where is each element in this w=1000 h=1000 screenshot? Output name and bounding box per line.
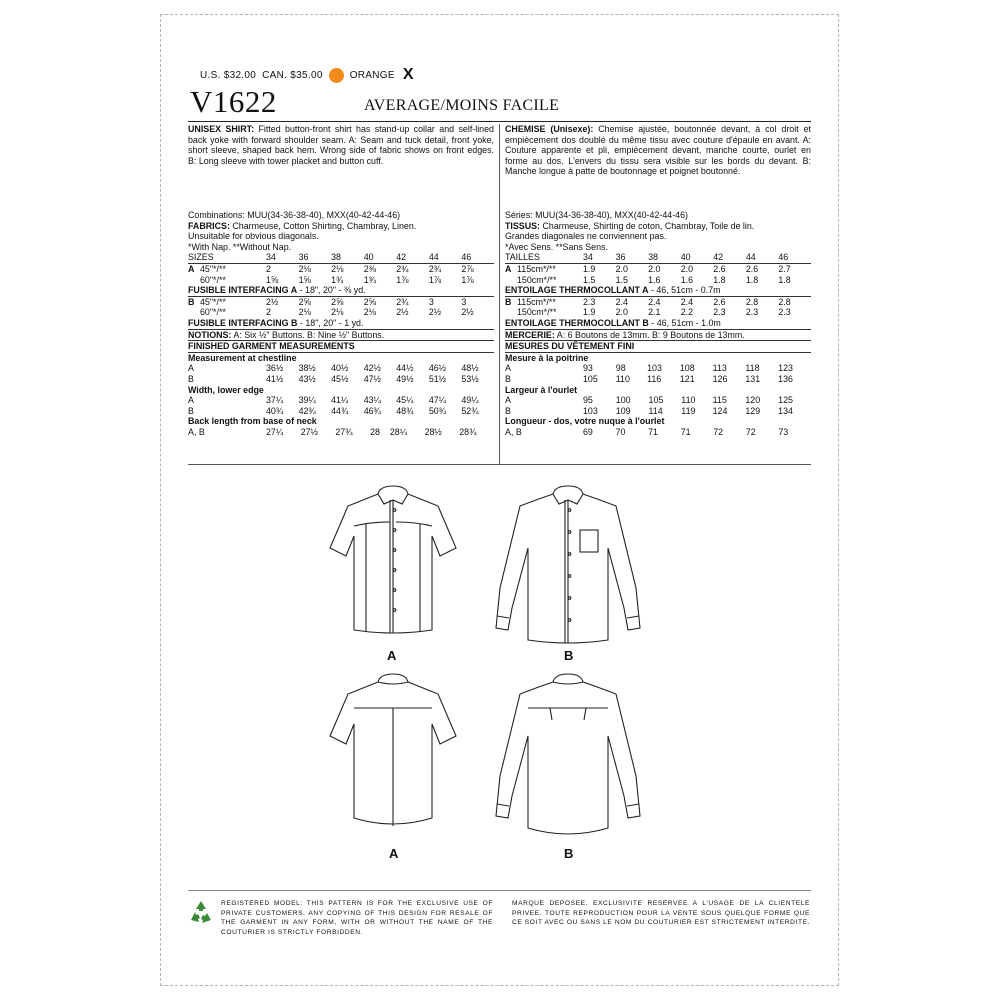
price-line <box>200 66 414 84</box>
notions-value: A: Six ½" Buttons. B: Nine ½" Buttons. <box>231 329 385 340</box>
measurement-cell: 120 <box>745 395 761 406</box>
measurement-row-label: A, B <box>188 426 205 437</box>
yardage-cell: 2.6 <box>713 263 726 274</box>
recycle-icon <box>186 898 216 928</box>
yardage-row-label <box>505 275 583 286</box>
measurement-cell: 48¾ <box>396 405 414 416</box>
measurement-cell: 45¼ <box>396 395 414 406</box>
measurement-cell: 27½ <box>300 426 318 437</box>
yardage-cell: 2.8 <box>778 296 791 307</box>
yardage-cell: 2 <box>266 263 271 274</box>
entoilage-a-value: - 46, 51cm - 0.7m <box>648 285 721 296</box>
yardage-cell: 1⅞ <box>396 274 409 285</box>
measurement-cell: 28¾ <box>459 426 477 437</box>
x-mark: X <box>402 66 414 83</box>
entoilage-a-fr <box>505 285 811 297</box>
yardage-cell: 2.8 <box>745 296 759 307</box>
yardage-cell: 2½ <box>396 307 409 318</box>
yardage-cell: 2½ <box>428 307 442 318</box>
yardage-row <box>188 307 494 318</box>
measurement-row <box>505 395 811 406</box>
title-en: UNISEX SHIRT: <box>188 124 255 134</box>
yardage-row <box>505 263 811 274</box>
yardage-row <box>188 263 494 274</box>
view-letter: A <box>505 263 512 274</box>
back-length-table-en <box>188 427 494 438</box>
notions-en <box>188 330 494 342</box>
yardage-cell: 2.0 <box>680 263 694 274</box>
size-header-cell: 46 <box>778 252 789 263</box>
yardage-cell: 2.6 <box>745 263 759 274</box>
english-column <box>188 124 494 437</box>
measurement-row <box>188 363 494 374</box>
width-heading-fr: Largeur à l'ourlet <box>505 384 578 395</box>
entoilage-b-fr <box>505 318 811 330</box>
mercerie-value: A: 6 Boutons de 13mm. B: 9 Boutons de 13mm. <box>554 329 745 340</box>
chest-heading-en: Measurement at chestline <box>188 352 297 363</box>
fusible-b-en <box>188 318 494 330</box>
yardage-cell: 2.4 <box>648 296 661 307</box>
fabric-yardage-table-fr <box>505 252 811 285</box>
measurement-cell: 72 <box>713 426 724 437</box>
yardage-row-label <box>188 307 266 318</box>
sizes-label: SIZES <box>188 252 214 263</box>
fusible-a-en <box>188 285 494 297</box>
series-value: MUU(34-36-38-40), MXX(40-42-44-46) <box>532 210 688 220</box>
yardage-cell: 2⅛ <box>331 307 344 318</box>
size-header-cell: 36 <box>615 252 626 263</box>
measurement-cell: 119 <box>681 405 696 416</box>
view-letter: B <box>505 296 512 307</box>
yardage-cell: 1⅝ <box>298 274 311 285</box>
measurement-cell: 131 <box>745 373 761 384</box>
fabric-width: 115cm*/** <box>517 263 556 274</box>
sizes-header-row <box>505 252 811 263</box>
combinations-en <box>188 210 494 221</box>
view-letter: B <box>188 296 195 307</box>
measurement-cell: 124 <box>712 405 728 416</box>
view-label-front-b: B <box>564 648 574 663</box>
mercerie-fr <box>505 330 811 342</box>
french-column <box>505 124 811 437</box>
yardage-cell: 2½ <box>266 296 279 307</box>
measurement-row <box>188 427 494 438</box>
size-header-cell: 44 <box>428 252 439 263</box>
fusible-b-value: - 18", 20" - 1 yd. <box>297 317 364 328</box>
shirt-back-short-sleeve-drawing <box>318 668 468 833</box>
yardage-cell: 1⅞ <box>461 274 474 285</box>
view-letter: A <box>188 263 195 274</box>
size-header-cell: 42 <box>396 252 407 263</box>
yardage-cell: 2⅝ <box>298 296 311 307</box>
yardage-cell: 2.3 <box>778 307 791 318</box>
difficulty-level: AVERAGE/MOINS FACILE <box>364 97 560 114</box>
yardage-row-label <box>505 297 583 308</box>
measurement-cell: 43¼ <box>363 395 381 406</box>
size-header-cell: 40 <box>680 252 691 263</box>
yardage-row <box>505 297 811 308</box>
measurement-cell: 41½ <box>266 373 284 384</box>
chest-heading-fr: Mesure à la poitrine <box>505 352 589 363</box>
measurement-cell: 100 <box>615 395 631 406</box>
size-header-cell: 38 <box>648 252 658 263</box>
yardage-row-label <box>188 263 266 274</box>
measurement-cell: 129 <box>745 405 761 416</box>
measurement-cell: 28½ <box>424 426 442 437</box>
measurement-cell: 45½ <box>331 373 349 384</box>
fabrics-label: FABRICS: <box>188 220 230 231</box>
size-header-cell: 36 <box>298 252 309 263</box>
yardage-row <box>188 297 494 308</box>
measurement-cell: 116 <box>647 373 662 384</box>
measurement-row <box>188 406 494 417</box>
fabric-width: 150cm*/** <box>517 307 557 318</box>
yardage-cell: 2.2 <box>680 307 694 318</box>
unsuitable-note: Unsuitable for obvious diagonals. <box>188 231 319 242</box>
measurement-cell: 71 <box>680 426 691 437</box>
yardage-cell: 2.4 <box>680 296 694 307</box>
chest-table-en <box>188 363 494 384</box>
yardage-cell: 1.6 <box>680 274 694 285</box>
measurement-cell: 95 <box>583 395 593 406</box>
pattern-number: V1622 <box>190 84 277 119</box>
price-can: CAN. $35.00 <box>262 69 323 81</box>
measurement-row-label: A, B <box>505 426 522 437</box>
description-text-fr: Chemise ajustée, boutonnée devant, à col droit et empiècement dos doublé du même tissu avec couture d'épaule en avant. A: Couture apparente et pli, empiècement devant, manche courte, ourlet en forme au dos. L'envers du tissu sera visible sur les bords du devant. B: Manche longue à patte de boutonnage et poignet boutonné. <box>505 124 811 177</box>
measurement-cell: 105 <box>648 395 664 406</box>
measurement-cell: 46¾ <box>363 405 381 416</box>
measurement-cell: 72 <box>745 426 756 437</box>
top-rule <box>188 121 811 122</box>
finished-measurements-heading-fr: MESURES DU VÊTEMENT FINI <box>505 341 811 353</box>
fabric-width: 45"*/** <box>200 263 226 274</box>
measurement-cell: 28 <box>370 426 380 437</box>
width-table-fr <box>505 395 811 416</box>
yardage-cell: 1.9 <box>583 263 596 274</box>
yardage-cell: 2.6 <box>713 296 726 307</box>
yardage-cell: 2⅛ <box>298 307 311 318</box>
measurement-cell: 110 <box>681 395 696 406</box>
back-length-heading-en: Back length from base of neck <box>188 416 317 427</box>
legal-notice-fr: MARQUE DEPOSEE. EXCLUSIVITE RESERVEE A L'USAGE DE LA CLIENTELE PRIVEE. TOUTE REPRODUCTION POUR LA VENTE SOUS QUELQUE FORME QUE CE SOIT AVEC OU SANS LE NOM DU COUTURIER EST STRICTEMENT INTERDITE. <box>512 900 810 926</box>
entoilage-a-label: ENTOILAGE THERMOCOLLANT A <box>505 285 649 296</box>
yardage-cell: 1⅞ <box>428 274 442 285</box>
yardage-cell: 2.7 <box>778 263 791 274</box>
combinations-value: MUU(34-36-38-40), MXX(40-42-44-46) <box>244 210 401 220</box>
measurement-cell: 115 <box>712 395 727 406</box>
yardage-cell: 1.5 <box>615 274 628 285</box>
measurement-cell: 118 <box>745 363 760 374</box>
finished-measurements-heading-en: FINISHED GARMENT MEASUREMENTS <box>188 341 494 353</box>
measurement-row-label: A <box>505 395 511 406</box>
measurement-cell: 47¼ <box>428 395 447 406</box>
fabric-width: 45"*/** <box>200 296 226 307</box>
yardage-row <box>188 275 494 286</box>
sens-note: *Avec Sens. **Sans Sens. <box>505 241 608 252</box>
measurement-cell: 113 <box>712 363 727 374</box>
combinations-label: Combinations: <box>188 210 245 220</box>
fabric-width: 115cm*/** <box>517 296 556 307</box>
yardage-cell: 1.9 <box>583 307 596 318</box>
yardage-cell: 1¾ <box>331 274 344 285</box>
yardage-cell: 2⅜ <box>363 263 377 274</box>
fabric-width: 150cm*/** <box>517 274 557 285</box>
measurement-cell: 108 <box>679 363 695 374</box>
measurement-row-label: B <box>188 405 194 416</box>
legal-notice-en: REGISTERED MODEL: THIS PATTERN IS FOR THE EXCLUSIVE USE OF PRIVATE CUSTOMERS. ANY COPYING OF THIS DESIGN FOR RESALE OF THE GARMENT IN ANY FORM, WITH OR WITHOUT THE NAME OF THE COUTURIER IS STRICTLY FORBIDDEN. <box>221 900 493 936</box>
yardage-row-label <box>505 307 583 318</box>
measurement-row-label: A <box>505 363 511 374</box>
measurement-cell: 73 <box>778 426 789 437</box>
yardage-cell: 2⅛ <box>363 307 377 318</box>
measurement-cell: 43½ <box>298 373 316 384</box>
shirt-front-long-sleeve-drawing <box>488 478 648 653</box>
measurement-cell: 40¾ <box>266 405 284 416</box>
measurement-row-label: B <box>188 373 194 384</box>
width-table-en <box>188 395 494 416</box>
yardage-cell: 2⅛ <box>298 263 311 274</box>
measurement-cell: 98 <box>615 363 626 374</box>
yardage-cell: 2.0 <box>615 263 628 274</box>
measurement-cell: 48½ <box>461 363 479 374</box>
yardage-cell: 2.3 <box>583 296 596 307</box>
size-header-cell: 40 <box>363 252 374 263</box>
footer-rule <box>188 890 811 891</box>
yardage-cell: 2.3 <box>745 307 759 318</box>
measurement-cell: 36½ <box>266 363 284 374</box>
series-fr <box>505 210 811 221</box>
measurement-cell: 52¾ <box>461 405 479 416</box>
fabric-yardage-table-en <box>188 252 494 285</box>
price-us: U.S. $32.00 <box>200 69 257 81</box>
measurement-row-label: B <box>505 405 511 416</box>
measurement-cell: 114 <box>648 405 663 416</box>
measurement-cell: 49¼ <box>461 395 479 406</box>
measurement-row-label: A <box>188 363 194 374</box>
measurement-cell: 134 <box>778 405 793 416</box>
measurement-cell: 28¼ <box>389 426 408 437</box>
yardage-cell: 2⅞ <box>461 263 474 274</box>
yardage-cell: 2¾ <box>428 263 442 274</box>
shirt-back-long-sleeve-drawing <box>488 668 648 843</box>
fusible-a-value: - 18", 20" - ⅜ yd. <box>297 285 366 296</box>
size-header-cell: 34 <box>266 252 276 263</box>
measurement-cell: 70 <box>615 426 626 437</box>
measurement-cell: 37¼ <box>266 395 284 406</box>
measurement-cell: 103 <box>583 405 598 416</box>
sizes-label: TAILLES <box>505 252 540 263</box>
measurement-row <box>188 374 494 385</box>
measurement-cell: 69 <box>583 426 593 437</box>
fabrics-value: Charmeuse, Cotton Shirting, Chambray, Linen. <box>229 220 417 231</box>
yardage-cell: 2⅝ <box>363 296 377 307</box>
yardage-cell: 1.8 <box>745 274 759 285</box>
measurement-cell: 49½ <box>396 373 414 384</box>
measurement-cell: 42½ <box>363 363 381 374</box>
yardage-row-label <box>188 275 266 286</box>
fabric-width: 60"*/** <box>200 274 226 285</box>
measurement-row <box>188 395 494 406</box>
measurement-cell: 71 <box>648 426 658 437</box>
measurement-cell: 53½ <box>461 373 479 384</box>
tissus-fr <box>505 221 811 232</box>
size-header-cell: 42 <box>713 252 724 263</box>
yardage-cell: 2¾ <box>396 296 409 307</box>
column-divider <box>499 124 500 464</box>
description-fr <box>505 124 811 210</box>
yardage-cell: 3 <box>428 296 434 307</box>
size-header-cell: 46 <box>461 252 472 263</box>
table-bottom-rule <box>188 464 811 465</box>
yardage-cell: 2⅝ <box>331 296 344 307</box>
yardage-cell: 2.1 <box>648 307 661 318</box>
yardage-cell: 2⅛ <box>331 263 344 274</box>
view-label-back-a: A <box>389 846 399 861</box>
measurement-row <box>505 406 811 417</box>
measurement-row <box>505 427 811 438</box>
size-header-cell: 38 <box>331 252 341 263</box>
measurement-row <box>505 374 811 385</box>
entoilage-b-label: ENTOILAGE THERMOCOLLANT B <box>505 317 649 328</box>
description-en <box>188 124 494 210</box>
measurement-row-label: A <box>188 395 194 406</box>
yardage-cell: 1.8 <box>778 274 791 285</box>
color-label: ORANGE <box>349 69 395 81</box>
yardage-cell: 1⅝ <box>266 274 279 285</box>
description-text-en: Fitted button-front shirt has stand-up collar and self-lined back yoke with forward shoulder seam. A: Seam and tuck detail, front yoke, short sleeve, shaped back hem. Wrong side of fabric shows on front edges. B: Long sleeve with tower placket and button cuff. <box>188 124 494 166</box>
yardage-cell: 1.5 <box>583 274 596 285</box>
measurement-cell: 93 <box>583 363 593 374</box>
back-length-heading-fr: Longueur - dos, votre nuque à l'ourlet <box>505 416 665 427</box>
measurement-cell: 47½ <box>363 373 381 384</box>
measurement-cell: 51½ <box>428 373 447 384</box>
measurement-cell: 46½ <box>428 363 447 374</box>
yardage-cell: 2.4 <box>615 296 628 307</box>
yardage-cell: 2¾ <box>396 263 409 274</box>
measurement-cell: 40½ <box>331 363 349 374</box>
yardage-row-label <box>188 297 266 308</box>
shirt-front-short-sleeve-drawing <box>318 478 468 643</box>
yardage-cell: 2.0 <box>648 263 661 274</box>
notions-label: NOTIONS: <box>188 329 232 340</box>
size-header-cell: 44 <box>745 252 756 263</box>
mercerie-label: MERCERIE: <box>505 329 555 340</box>
measurement-cell: 27¾ <box>335 426 353 437</box>
yardage-cell: 2½ <box>461 307 474 318</box>
measurement-cell: 123 <box>778 363 793 374</box>
fusible-b-label: FUSIBLE INTERFACING B <box>188 317 298 328</box>
fusible-a-label: FUSIBLE INTERFACING A <box>188 285 298 296</box>
fabrics-en <box>188 221 494 232</box>
yardage-cell: 2.3 <box>713 307 726 318</box>
view-b-yardage-table-fr <box>505 297 811 318</box>
measurement-cell: 50¾ <box>428 405 447 416</box>
yardage-cell: 3 <box>461 296 467 307</box>
view-b-yardage-table-en <box>188 297 494 318</box>
title-fr: CHEMISE (Unisexe): <box>505 124 594 134</box>
view-label-front-a: A <box>387 648 397 663</box>
measurement-cell: 39¼ <box>298 395 316 406</box>
entoilage-b-value: - 46, 51cm - 1.0m <box>648 317 721 328</box>
measurement-row <box>505 363 811 374</box>
yardage-row <box>505 275 811 286</box>
yardage-cell: 1.6 <box>648 274 661 285</box>
fabric-width: 60"*/** <box>200 307 226 318</box>
measurement-cell: 136 <box>778 373 793 384</box>
tissus-value: Charmeuse, Shirting de coton, Chambray, Toile de lin. <box>540 220 755 231</box>
diagonales-note: Grandes diagonales ne conviennent pas. <box>505 231 667 242</box>
size-header-cell: 34 <box>583 252 593 263</box>
measurement-cell: 125 <box>778 395 793 406</box>
sizes-header-row <box>188 252 494 263</box>
measurement-cell: 109 <box>615 405 631 416</box>
yardage-cell: 1¾ <box>363 274 377 285</box>
measurement-cell: 38½ <box>298 363 316 374</box>
tissus-label: TISSUS: <box>505 220 541 231</box>
measurement-cell: 105 <box>583 373 598 384</box>
measurement-cell: 27¼ <box>266 426 284 437</box>
yardage-row <box>505 307 811 318</box>
measurement-cell: 126 <box>712 373 728 384</box>
measurement-row-label: B <box>505 373 511 384</box>
measurement-cell: 44¾ <box>331 405 349 416</box>
orange-dot-icon <box>329 68 344 83</box>
measurement-cell: 121 <box>679 373 695 384</box>
measurement-cell: 41¼ <box>331 395 349 406</box>
yardage-cell: 2 <box>266 307 271 318</box>
width-heading-en: Width, lower edge <box>188 384 264 395</box>
series-label: Séries: <box>505 210 533 220</box>
yardage-cell: 2.0 <box>615 307 628 318</box>
yardage-row-label <box>505 263 583 274</box>
measurement-cell: 42¾ <box>298 405 316 416</box>
back-length-table-fr <box>505 427 811 438</box>
measurement-cell: 103 <box>647 363 662 374</box>
measurement-cell: 44½ <box>396 363 414 374</box>
yardage-cell: 1.8 <box>713 274 726 285</box>
view-label-back-b: B <box>564 846 574 861</box>
measurement-cell: 110 <box>615 373 630 384</box>
chest-table-fr <box>505 363 811 384</box>
nap-note: *With Nap. **Without Nap. <box>188 241 292 252</box>
